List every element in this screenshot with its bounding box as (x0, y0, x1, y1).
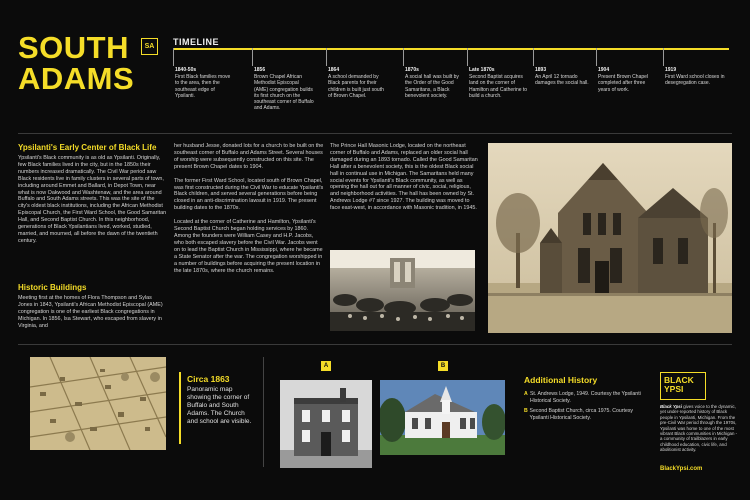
panoramic-map-image (30, 357, 166, 450)
panoramic-map (30, 357, 166, 450)
interior-photo-image (330, 250, 475, 331)
timeline-tick (252, 48, 253, 66)
st-andrews-lodge-photo (280, 380, 372, 468)
timeline-text: First Ward school closes in desegregation case. (665, 74, 725, 87)
additional-history-heading: Additional History (524, 375, 598, 385)
timeline-year: 1904 (598, 67, 610, 73)
timeline-tick (596, 48, 597, 66)
timeline-text: Second Baptist acquires land on the corner of Hamilton and Catherine to build a church. (469, 74, 528, 99)
column3-text: The Prince Hall Masonic Lodge, located on the northeast corner of Buffalo and Adams, replaced an older social hall damaged during an 1893 tornado. Called the Good Samaritan Hall after a benevolent society, this is the oldest Black social hall in continual use in Michigan. The Samaritans held many social events for Ypsilanti's Black community, as well as opening the hall out for all manner of civic, social, religious, and neighborhood activities. The hall has been owned by St. Andrews Lodge #7 since 1927. The building was moved to face east-west, in accordance with Masonic tradition, in 1945. (330, 143, 478, 212)
paragraph: Located at the corner of Catherine and Hamilton, Ypsilanti's Second Baptist Church began holding services by 1860. Among the founders were William Casey and H.P. Jacobs, who both escaped slavery before the Civil War. Jacobs went on to lead the Baptist Church in Mississippi, where he became a State Senator after the war. The congregation worshipped in a number of buildings before acquiring the present location in the late 1870s, where the church remains. (174, 219, 323, 274)
timeline-text: First Black families move to the area, then the southeast edge of Ypsilanti. (175, 74, 231, 99)
timeline-tick (533, 48, 534, 66)
section-heading-early-center: Ypsilanti's Early Center of Black Life (18, 143, 157, 152)
map-caption-text: Panoramic map showing the corner of Buffalo and South Adams. The Church and school are visible. (187, 386, 252, 425)
page-title (18, 32, 134, 94)
timeline-text: Present Brown Chapel completed after three years of work. (598, 74, 649, 93)
second-baptist-church-image (380, 380, 505, 455)
timeline-year: 1919 (665, 67, 677, 73)
header-divider (18, 133, 732, 134)
caption-accent-bar (179, 372, 181, 444)
item-text: St. Andrews Lodge, 1949. Courtesy the Ypsilanti Historical Society. (529, 391, 641, 404)
timeline-tick (403, 48, 404, 66)
second-baptist-church-photo (380, 380, 505, 455)
section-body-early-center: Ypsilanti's Black community is as old as Ypsilanti. Originally, few Black families lived in the city, but in the 1850s their numbers increased dramatically. The Civil War period saw Black residents live in family clusters in several parts of town, including around Emmet and Ballard, in Depot Town, near what is now Oakwood and Washtenaw, and the area around Buffalo and South Adams streets. This was the site of the city's oldest black institutions, including the African Methodist Episcopal Church, the First Ward School, the Good Samaritan Hall, and Second Baptist Church. In this neighborhood, generations of Black Ypsilantians lived, worked, studied, married, and mourned, all before the dawn of the twentieth century. (18, 155, 167, 244)
timeline-year: 1840-50s (175, 67, 197, 73)
timeline-tick (173, 48, 174, 66)
map-caption-title: Circa 1863 (187, 374, 230, 384)
section-body-historic-buildings: Meeting first at the homes of Flora Thompson and Sylas Jones in 1843, Ypsilanti's African Methodist Episcopal (AME) congregation is one of the earliest Black congregations in Michigan. In 1856, Isa Stewart, who escaped from slavery in Virginia, and (18, 295, 163, 329)
item-letter: B (524, 408, 528, 415)
logo-line-2: YPSI (664, 384, 684, 394)
additional-history (524, 375, 644, 421)
interior-photo (330, 250, 475, 331)
section-heading-historic-buildings: Historic Buildings (18, 283, 87, 292)
brown-chapel-image (488, 143, 732, 333)
timeline-text: A school demanded by Black parents for their children is built just south of Brown Chapel. (328, 74, 384, 99)
black-ypsi-text: gives voice to the dynamic, yet under-reported history of Black people in Ypsilanti, Michigan. From the pre-Civil War period through the 1970s, Ypsilanti was home to one of the most vibrant Black communities in Michigan - a community of trailblazers in early childhood education, civic life, and abolitionist activity. (660, 404, 738, 453)
title-line-1: SOUTH (18, 30, 129, 65)
timeline-text: A social hall was built by the Order of the Good Samaritans, a Black benevolent society. (405, 74, 459, 99)
paragraph: The former First Ward School, located south of Brown Chapel, was first constructed during the Civil War to educate Ypsilanti's Black children, and served several generations before being closed in an anti-discrimination lawsuit in 1919. The present building dates to the 1870s. (174, 177, 324, 212)
photo-label-b: B (438, 361, 448, 371)
black-ypsi-logo (660, 372, 706, 400)
item-text: Second Baptist Church, circa 1975. Courtesy Ypsilanti Historical Society. (529, 408, 634, 421)
photo-label-a: A (321, 361, 331, 371)
timeline-tick (326, 48, 327, 66)
timeline-year: 1856 (254, 67, 266, 73)
timeline-year: 1893 (535, 67, 547, 73)
item-letter: A (524, 391, 528, 397)
timeline-line (173, 48, 729, 50)
column2-text (174, 143, 324, 274)
logo-line-1: BLACK (664, 375, 694, 385)
timeline-tick (663, 48, 664, 66)
black-ypsi-link[interactable]: BlackYpsi.com (660, 466, 703, 472)
timeline-year: 1870s (405, 67, 419, 73)
timeline-title: TIMELINE (173, 37, 219, 47)
section-divider (18, 344, 732, 345)
brown-chapel-photo (488, 143, 732, 333)
timeline-text: An April 12 tornado damages the social hall. (535, 74, 589, 87)
timeline-tick (467, 48, 468, 66)
sa-badge: SA (141, 38, 158, 55)
black-ypsi-intro: Black Ypsi (660, 404, 682, 409)
map-caption (187, 374, 255, 426)
timeline-year: Late 1870s (469, 67, 495, 73)
timeline-year: 1864 (328, 67, 340, 73)
paragraph: her husband Jesse, donated lots for a church to be built on the southeast corner of Buffalo and Adams Street. Several houses of worship were subsequently constructed on this site. The present Brown Chapel dates to 1904. (174, 143, 324, 170)
timeline-text: Brown Chapel African Methodist Episcopal (AME) congregation builds its first church on the southeast corner of Buffalo and Adams. (254, 74, 314, 112)
additional-history-item (524, 391, 644, 404)
black-ypsi-description (660, 404, 738, 453)
title-line-2: ADAMS (18, 61, 135, 96)
additional-history-item (524, 408, 644, 421)
vertical-divider (263, 357, 264, 467)
st-andrews-lodge-image (280, 380, 372, 468)
